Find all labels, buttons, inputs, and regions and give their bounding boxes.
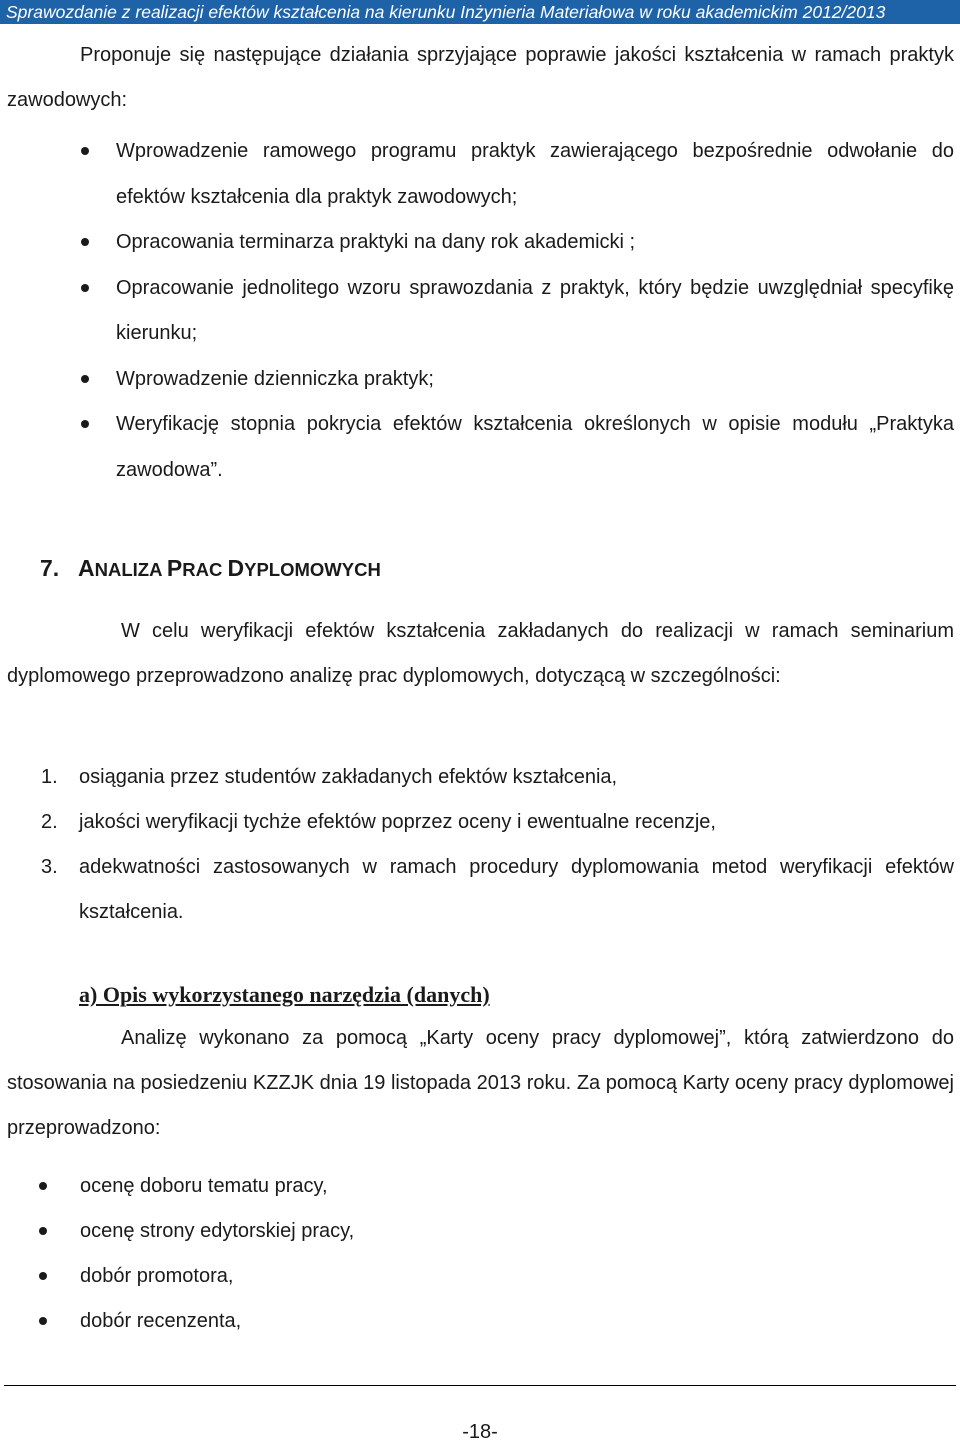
section-title-part: D (227, 555, 245, 581)
list-item (116, 129, 954, 220)
list-item (80, 1254, 954, 1299)
actions-list (116, 129, 954, 493)
bullet-icon (39, 1317, 47, 1325)
bullet-icon (39, 1272, 47, 1280)
bullet-icon (81, 238, 89, 246)
section-title-part: YPLOMOWYCH (244, 559, 381, 580)
section-heading (40, 548, 381, 590)
list-item-text: ocenę doboru tematu pracy, (80, 1175, 328, 1197)
assessments-list (80, 1164, 954, 1344)
numbered-list (41, 755, 954, 935)
page-number: -18- (462, 1421, 498, 1443)
bullet-icon (81, 375, 89, 383)
list-item (80, 1299, 954, 1344)
list-item (41, 755, 954, 800)
section-title-part: RAC (182, 559, 228, 580)
bullet-icon (39, 1227, 47, 1235)
list-item-text: jakości weryfikacji tychże efektów poprzez oceny i ewentualne recenzje, (79, 811, 716, 833)
list-item-text: adekwatności zastosowanych w ramach procedury dyplomowania metod weryfikacji efektów kształcenia. (79, 856, 954, 923)
list-item (80, 1164, 954, 1209)
bullet-icon (81, 147, 89, 155)
list-item-text: ocenę strony edytorskiej pracy, (80, 1220, 355, 1242)
list-item-text: dobór recenzenta, (80, 1310, 242, 1332)
section-title-part: P (166, 555, 183, 581)
list-item (41, 800, 954, 845)
list-item-text: Wprowadzenie dzienniczka praktyk; (116, 367, 434, 390)
list-number: 1. (41, 766, 58, 788)
list-item-text: Opracowanie jednolitego wzoru sprawozdania z praktyk, który będzie uwzględniał specyfikę kierunku; (116, 276, 954, 344)
header-title: Sprawozdanie z realizacji efektów kształcenia na kierunku Inżynieria Materiałowa w roku akademickim 2012/2013 (6, 2, 886, 22)
list-number: 3. (41, 856, 58, 878)
list-item (116, 266, 954, 357)
list-item-text: Opracowania terminarza praktyki na dany rok akademicki ; (116, 231, 636, 253)
bullet-icon (39, 1182, 47, 1190)
list-item-text: dobór promotora, (80, 1265, 234, 1287)
list-item-text: osiągania przez studentów zakładanych efektów kształcenia, (79, 766, 618, 788)
section-title-part: A (78, 555, 95, 581)
list-number: 2. (41, 811, 58, 833)
intro-paragraph: Proponuje się następujące działania sprzyjające poprawie jakości kształcenia w ramach praktyk zawodowych: (7, 44, 954, 111)
section-title-part: NALIZA (94, 559, 167, 580)
footer-divider (4, 1385, 956, 1386)
bullet-icon (81, 420, 89, 428)
bullet-icon (81, 284, 89, 292)
section-paragraph: W celu weryfikacji efektów kształcenia zakładanych do realizacji w ramach seminarium dyplomowego przeprowadzono analizę prac dyplomowych, dotyczącą w szczególności: (7, 620, 954, 687)
subsection-paragraph: Analizę wykonano za pomocą „Karty oceny pracy dyplomowej”, którą zatwierdzono do stosowania na posiedzeniu KZZJK dnia 19 listopada 2013 roku. Za pomocą Karty oceny pracy dyplomowej przeprowadzono: (7, 1027, 954, 1139)
list-item (116, 220, 954, 266)
subsection-heading: a) Opis wykorzystanego narzędzia (danych) (79, 982, 490, 1007)
list-item (116, 357, 954, 403)
list-item (116, 402, 954, 493)
list-item-text: Weryfikację stopnia pokrycia efektów kształcenia określonych w opisie modułu „Praktyka zawodowa”. (116, 413, 954, 481)
list-item-text: Wprowadzenie ramowego programu praktyk zawierającego bezpośrednie odwołanie do efektów kształcenia dla praktyk zawodowych; (116, 140, 954, 208)
list-item (80, 1209, 954, 1254)
running-header (0, 0, 960, 24)
section-number: 7. (40, 555, 60, 581)
list-item (41, 845, 954, 935)
